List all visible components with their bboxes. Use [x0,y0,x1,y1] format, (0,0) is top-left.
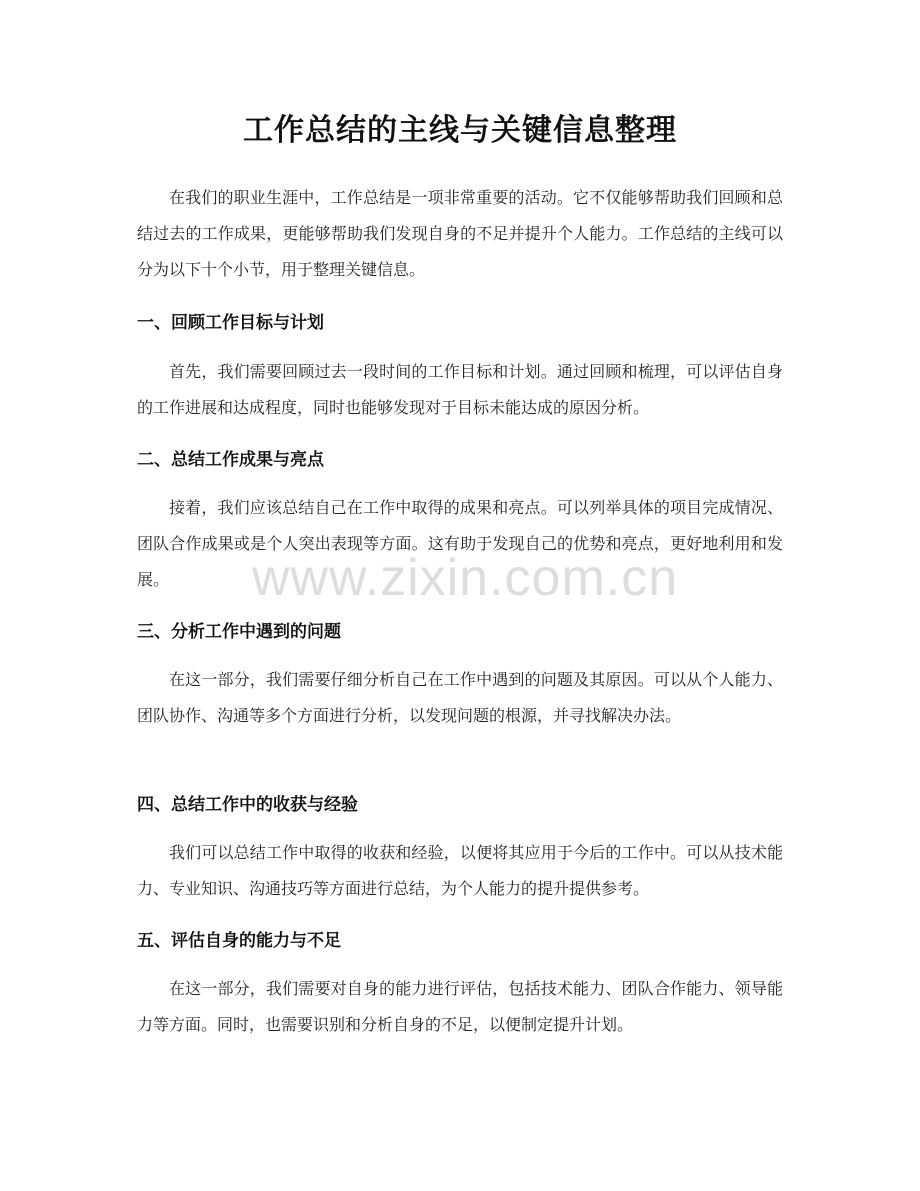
section-body-3: 在这一部分，我们需要仔细分析自己在工作中遇到的问题及其原因。可以从个人能力、团队协作、沟通等多个方面进行分析，以发现问题的根源，并寻找解决办法。 [137,670,783,725]
intro-paragraph: 在我们的职业生涯中，工作总结是一项非常重要的活动。它不仅能够帮助我们回顾和总结过去的工作成果，更能够帮助我们发现自身的不足并提升个人能力。工作总结的主线可以分为以下十个小节，用于整理关键信息。 [137,188,783,279]
section-heading-1: 一、回顾工作目标与计划 [137,313,324,333]
section-heading-4: 四、总结工作中的收获与经验 [137,795,358,815]
section-body-5: 在这一部分，我们需要对自身的能力进行评估，包括技术能力、团队合作能力、领导能力等方面。同时，也需要识别和分析自身的不足，以便制定提升计划。 [137,979,783,1034]
section-body-4: 我们可以总结工作中取得的收获和经验，以便将其应用于今后的工作中。可以从技术能力、专业知识、沟通技巧等方面进行总结，为个人能力的提升提供参考。 [137,843,783,898]
section-heading-3: 三、分析工作中遇到的问题 [137,622,341,642]
section-body-1: 首先，我们需要回顾过去一段时间的工作目标和计划。通过回顾和梳理，可以评估自身的工作进展和达成程度，同时也能够发现对于目标未能达成的原因分析。 [137,362,783,417]
section-heading-5: 五、评估自身的能力与不足 [137,931,341,951]
watermark-text: www.zixin.com.cn [251,549,679,607]
document-title: 工作总结的主线与关键信息整理 [243,113,677,148]
section-body-2: 接着，我们应该总结自己在工作中取得的成果和亮点。可以列举具体的项目完成情况、团队合作成果或是个人突出表现等方面。这有助于发现自己的优势和亮点，更好地利用和发展。 [137,498,783,589]
section-heading-2: 二、总结工作成果与亮点 [137,450,324,470]
